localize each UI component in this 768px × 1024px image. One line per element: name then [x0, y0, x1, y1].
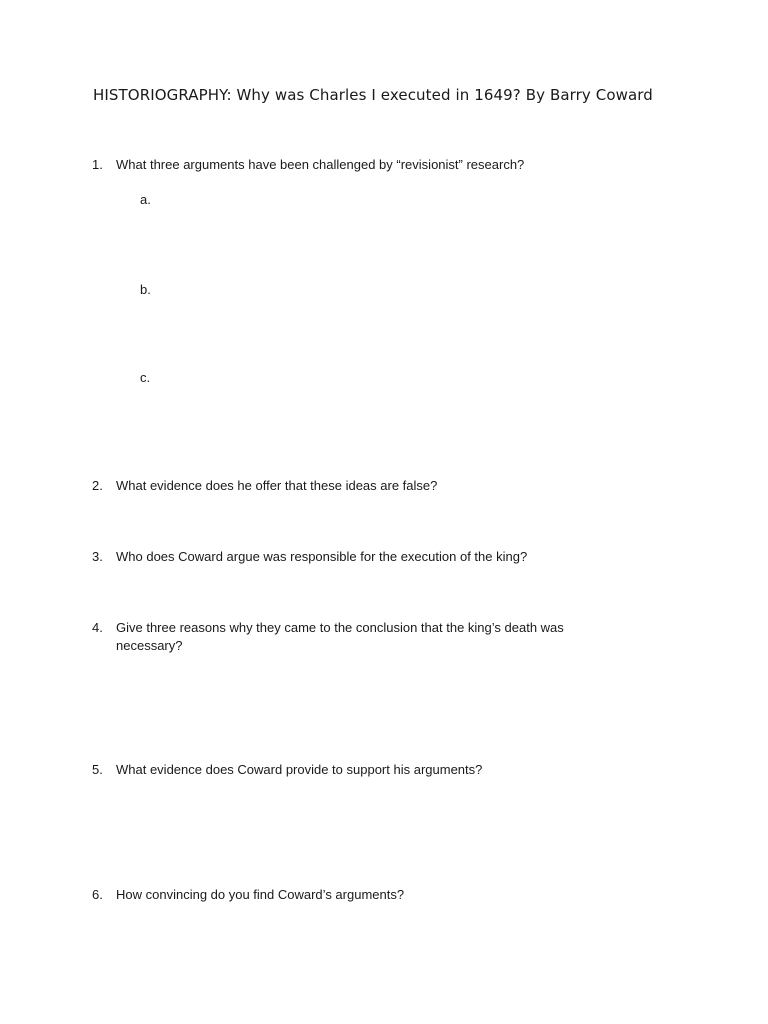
question-3	[92, 548, 652, 566]
question-text: How convincing do you find Coward’s arguments?	[116, 887, 405, 902]
question-number: 5.	[92, 762, 103, 777]
question-number: 6.	[92, 887, 103, 902]
question-4	[92, 619, 632, 655]
question-text: What evidence does he offer that these ideas are false?	[116, 478, 438, 493]
question-text: Give three reasons why they came to the conclusion that the king’s death was necessary?	[116, 620, 564, 653]
subitem-a: a.	[140, 192, 151, 207]
subitem-c: c.	[140, 370, 151, 385]
question-text: What evidence does Coward provide to support his arguments?	[116, 762, 483, 777]
question-5	[92, 761, 652, 779]
document-title: HISTORIOGRAPHY: Why was Charles I executed in 1649? By Barry Coward	[93, 86, 653, 104]
question-number: 3.	[92, 549, 103, 564]
question-number: 4.	[92, 620, 103, 635]
question-text: Who does Coward argue was responsible for the execution of the king?	[116, 549, 528, 564]
subitem-b: b.	[140, 282, 151, 297]
question-2	[92, 477, 652, 495]
question-number: 2.	[92, 478, 103, 493]
question-number: 1.	[92, 157, 103, 172]
question-1	[92, 156, 652, 174]
question-text: What three arguments have been challenged by “revisionist” research?	[116, 157, 525, 172]
question-6	[92, 886, 652, 904]
